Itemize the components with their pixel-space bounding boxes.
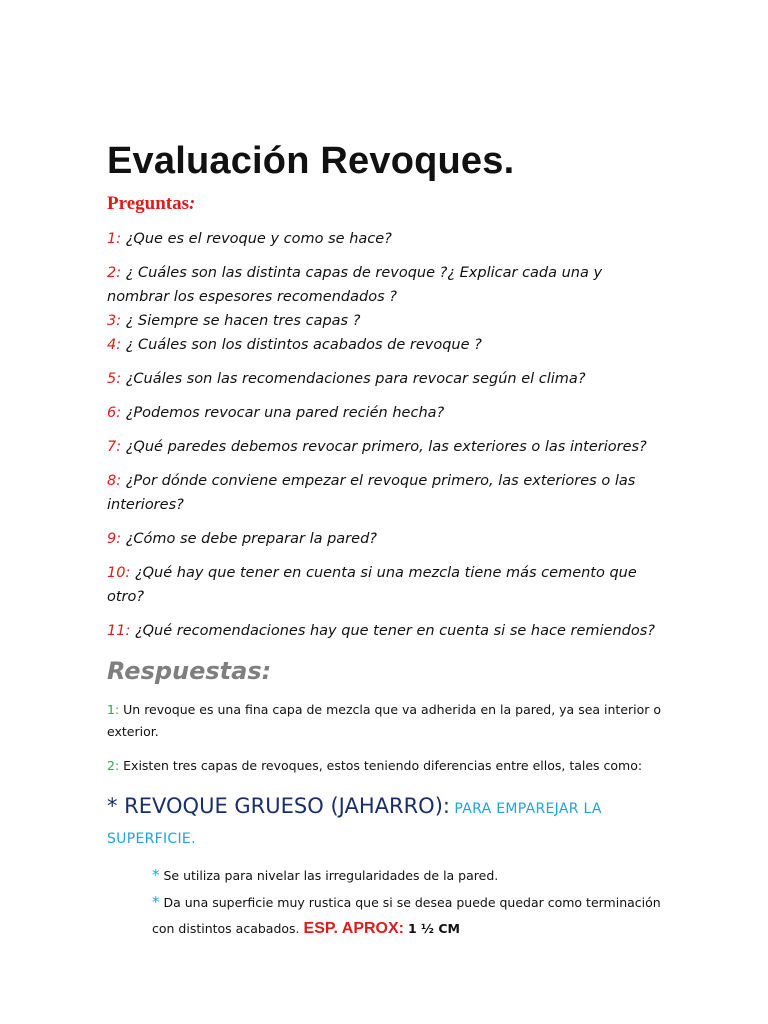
section-subtitle: PARA EMPAREJAR LA SUPERFICIE. — [107, 801, 602, 847]
thickness-value: 1 ½ CM — [407, 921, 460, 936]
question-item: 7: ¿Qué paredes debemos revocar primero, las exteriores o las interiores? — [107, 439, 647, 455]
question-item: 11: ¿Qué recomendaciones hay que tener en cuenta si se hace remiendos? — [107, 623, 655, 639]
bullet-item: * Da una superficie muy rustica que si se desea puede quedar como terminación con distintos acabados. ESP. APROX: 1 ½ CM — [152, 893, 661, 937]
esp-aprox-label: ESP. APROX: — [303, 920, 404, 937]
question-item: 2: ¿ Cuáles son las distinta capas de revoque ?¿ Explicar cada una y nombrar los espesores recomendados ? — [107, 265, 603, 305]
question-item: 10: ¿Qué hay que tener en cuenta si una mezcla tiene más cemento que otro? — [107, 565, 637, 605]
section-title: * REVOQUE GRUESO (JAHARRO): — [107, 794, 450, 818]
question-item: 9: ¿Cómo se debe preparar la pared? — [107, 531, 377, 547]
preguntas-heading: Preguntas: — [107, 193, 196, 214]
answers-list — [107, 699, 667, 777]
answer-item: 2: Existen tres capas de revoques, estos teniendo diferencias entre ellos, tales como: — [107, 758, 643, 773]
bullet-list — [152, 862, 667, 942]
respuestas-heading: Respuestas: — [107, 657, 272, 685]
section-revoque-grueso — [107, 791, 667, 854]
document-page — [107, 140, 667, 942]
answer-item: 1: Un revoque es una fina capa de mezcla que va adherida en la pared, ya sea interior o exterior. — [107, 702, 662, 739]
asterisk-icon: * — [152, 866, 160, 884]
question-item: 6: ¿Podemos revocar una pared recién hecha? — [107, 405, 445, 421]
document-title: Evaluación Revoques. — [107, 140, 515, 182]
question-item: 4: ¿ Cuáles son los distintos acabados de revoque ? — [107, 337, 482, 353]
question-item: 8: ¿Por dónde conviene empezar el revoque primero, las exteriores o las interiores? — [107, 473, 636, 513]
question-item: 1: ¿Que es el revoque y como se hace? — [107, 231, 392, 247]
questions-list — [107, 227, 667, 643]
question-item: 5: ¿Cuáles son las recomendaciones para revocar según el clima? — [107, 371, 586, 387]
asterisk-icon: * — [152, 893, 160, 911]
question-item: 3: ¿ Siempre se hacen tres capas ? — [107, 313, 361, 329]
bullet-item: * Se utiliza para nivelar las irregularidades de la pared. — [152, 866, 499, 884]
